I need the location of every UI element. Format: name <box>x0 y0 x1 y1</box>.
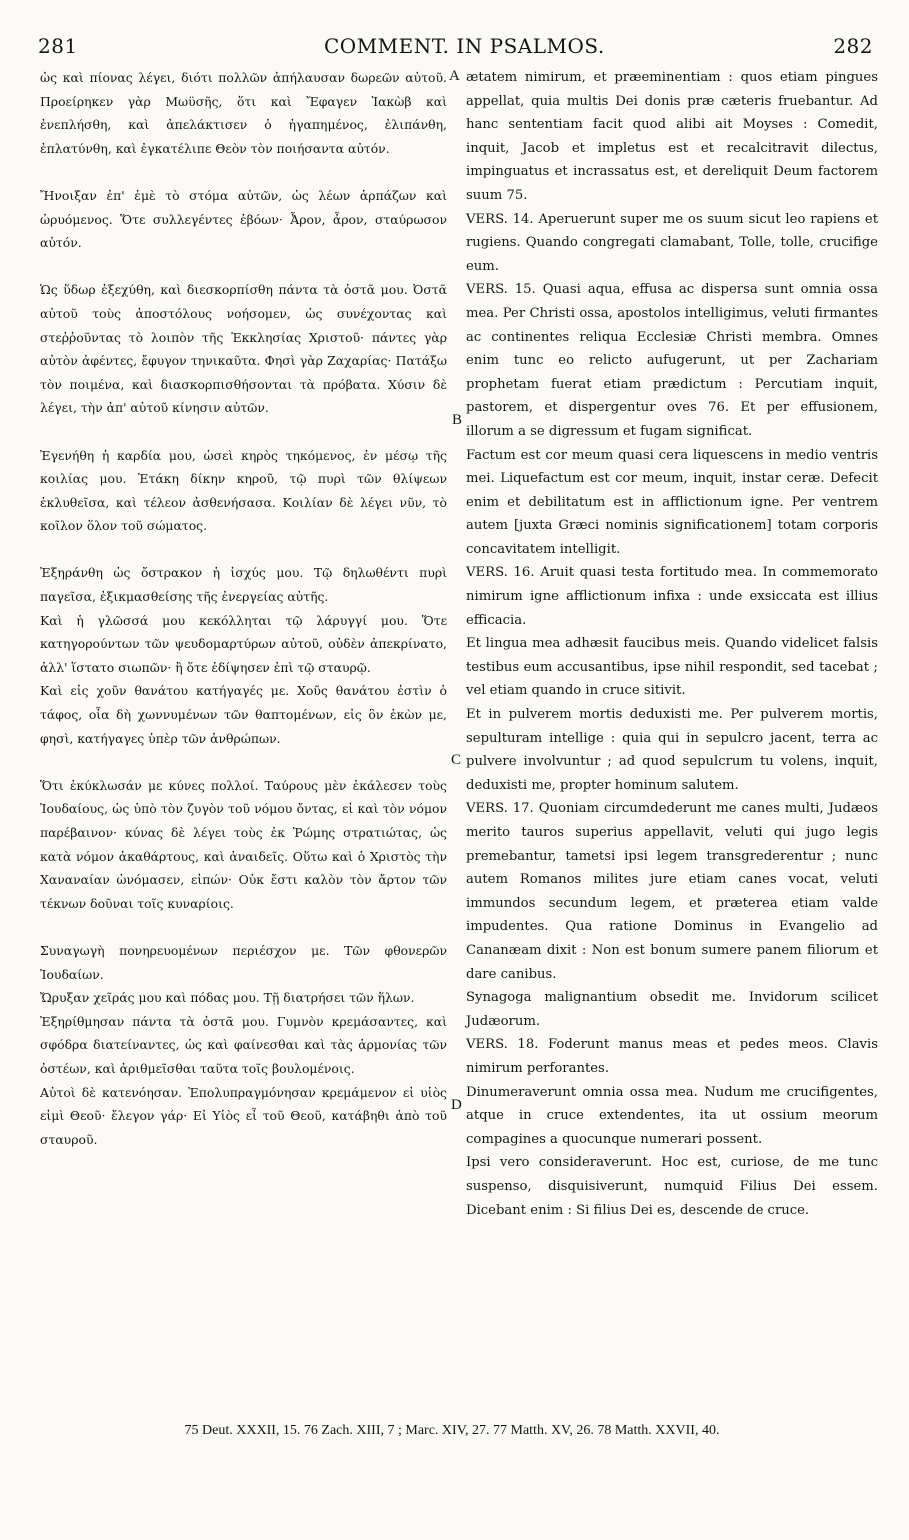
greek-paragraph: Ἤνοιξαν ἐπ' ἐμὲ τὸ στόμα αὐτῶν, ὡς λέων ἁρπάζων καὶ ὠρυόμενος. Ὅτε συλλεγέντες ἐβόων· Ἆρον, ἆρον, σταύρωσον αὐτόν. <box>40 187 447 251</box>
latin-paragraph: VERS. 17. Quoniam circumdederunt me canes multi, Judæos merito tauros superius appellavit, veluti qui jugo legis premebantur, tametsi ipsi legem transgrederentur ; nunc autem Romanos milites jure etiam canes vocat, veluti immundos secundum legem, et præterea etiam valde impudentes. Qua ratione Dominus in Evangelio ad Cananæam dixit : Non est bonum sumere panem filiorum et dare canibus. <box>466 801 878 982</box>
greek-paragraph: Ἐξηράνθη ὡς ὄστρακον ἡ ἰσχύς μου. Τῷ δηλωθέντι πυρὶ παγεῖσα, ἐξικμασθείσης τῆς ἐνεργείας αὐτῆς. <box>40 565 447 605</box>
greek-paragraph: Ἐξηρίθμησαν πάντα τὰ ὀστᾶ μου. Γυμνὸν κρεμάσαντες, καὶ σφόδρα διατείναντες, ὡς καὶ φαίνεσθαι καὶ τὰς ἁρμονίας τῶν ὀστέων, καὶ ἀριθμεῖσθαι ταῦτα τοῖς βουλομένοις. <box>40 1013 447 1076</box>
greek-paragraph: Ὡς ὕδωρ ἐξεχύθη, καὶ διεσκορπίσθη πάντα τὰ ὀστᾶ μου. Ὀστᾶ αὐτοῦ τοὺς ἀποστόλους νοήσομεν, ὡς συνέχοντας καὶ στεῤῥοῦντας τὸ λοιπὸν τῆς Ἐκκλησίας Χριστοῦ· πάντες γὰρ αὐτὸν ἀφέντες, ἔφυγον τηνικαῦτα. Φησὶ γὰρ Ζαχαρίας· Πατάξω τὸν ποιμένα, καὶ διασκορπισθήσονται τὰ πρόβατα. Χύσιν δὲ λέγει, τὴν ἀπ' αὐτοῦ κίνησιν αὐτῶν. <box>40 282 447 416</box>
running-title: COMMENT. IN PSALMOS. <box>324 34 605 58</box>
margin-letter-d: D <box>451 1097 462 1113</box>
footnotes: 75 Deut. XXXII, 15. 76 Zach. XIII, 7 ; Marc. XIV, 27. 77 Matth. XV, 26. 78 Matth. XXVII, 40. <box>184 1423 720 1438</box>
greek-paragraph: Αὐτοὶ δὲ κατενόησαν. Ἐπολυπραγμόνησαν κρεμάμενον εἰ υἱὸς εἰμὶ Θεοῦ· ἔλεγον γάρ· Εἰ Υἱὸς εἶ τοῦ Θεοῦ, κατάβηθι ἀπὸ τοῦ σταυροῦ. <box>40 1084 447 1147</box>
latin-paragraph: Synagoga malignantium obsedit me. Invidorum scilicet Judæorum. <box>466 990 878 1029</box>
greek-paragraph: Καὶ εἰς χοῦν θανάτου κατήγαγές με. Χοῦς θανάτου ἐστὶν ὁ τάφος, οἷα δὴ χωννυμένων τῶν θαπτομένων, εἰς ὃν ἑκὼν με, φησὶ, κατήγαγες ὑπὲρ τῶν ἀνθρώπων. <box>40 683 447 746</box>
page-number-left: 281 <box>38 34 78 58</box>
greek-column <box>40 66 447 1151</box>
latin-paragraph: Et lingua mea adhæsit faucibus meis. Quando videlicet falsis testibus eum accusantibus, ipse nihil respondit, sed tacebat ; vel etiam quando in cruce sitivit. <box>466 636 878 699</box>
page-number-right: 282 <box>833 34 873 58</box>
latin-paragraph: Ipsi vero consideraverunt. Hoc est, curiose, de me tunc suspenso, disquisiverunt, numquid Filius Dei essem. Dicebant enim : Si filius Dei es, descende de cruce. <box>466 1155 878 1218</box>
greek-paragraph: ὡς καὶ πίονας λέγει, διότι πολλῶν ἀπήλαυσαν δωρεῶν αὐτοῦ. Προείρηκεν γὰρ Μωϋσῆς, ὅτι καὶ Ἔφαγεν Ἰακὼβ καὶ ἐνεπλήσθη, καὶ ἀπελάκτισεν ὁ ἠγαπημένος, ἐλιπάνθη, ἐπλατύνθη, καὶ ἐγκατέλιπε Θεὸν τὸν ποιήσαντα αὐτόν. <box>40 70 447 156</box>
latin-paragraph: VERS. 18. Foderunt manus meas et pedes meos. Clavis nimirum perforantes. <box>466 1037 878 1076</box>
greek-paragraph: Ὤρυξαν χεῖράς μου καὶ πόδας μου. Τῇ διατρήσει τῶν ἥλων. <box>40 990 415 1006</box>
latin-paragraph: VERS. 14. Aperuerunt super me os suum sicut leo rapiens et rugiens. Quando congregati clamabant, Tolle, tolle, crucifige eum. <box>466 211 878 274</box>
greek-paragraph: Ἐγενήθη ἡ καρδία μου, ὡσεὶ κηρὸς τηκόμενος, ἐν μέσῳ τῆς κοιλίας μου. Ἐτάκη δίκην κηροῦ, τῷ πυρὶ τῶν θλίψεων ἐκλυθεῖσα, καὶ τέλεον ἀσθενήσασα. Κοιλίαν δὲ λέγει νῦν, τὸ κοῖλον ὅλον τοῦ σώματος. <box>40 447 447 534</box>
latin-column <box>466 66 878 1222</box>
margin-letter-b: B <box>452 412 463 428</box>
latin-paragraph: ætatem nimirum, et præeminentiam : quos etiam pingues appellat, quia multis Dei donis præ cæteris fruebantur. Ad hanc sententiam facit quod alibi ait Moyses : Comedit, inquit, Jacob et impletus est et recalcitravit dilectus, impinguatus et incrassatus est, et dereliquit Deum factorem suum 75. <box>466 70 878 203</box>
latin-paragraph: VERS. 15. Quasi aqua, effusa ac dispersa sunt omnia ossa mea. Per Christi ossa, apostolos intelligimus, veluti firmantes ac continentes reliqua Ecclesiæ Christi membra. Omnes enim tunc eo relicto aufugerunt, ut per Zachariam prophetam fuerat etiam prædictum : Percutiam inquit, pastorem, et dispergentur oves 76. Et per effusionem, illorum a se digressum et fugam significat. <box>466 282 878 439</box>
running-header <box>0 34 909 64</box>
latin-paragraph: Et in pulverem mortis deduxisti me. Per pulverem mortis, sepulturam intellige : quia qui in sepulcro jacent, terra ac pulvere involvuntur ; ad quod sepulcrum tu volens, inquit, deduxisti me, propter hominum salutem. <box>466 707 878 793</box>
greek-paragraph: Ὅτι ἐκύκλωσάν με κύνες πολλοί. Ταύρους μὲν ἐκάλεσεν τοὺς Ἰουδαίους, ὡς ὑπὸ τὸν ζυγὸν τοῦ νόμου ὄντας, εἰ καὶ τὸν νόμον παρέβαινον· κύνας δὲ λέγει τοὺς ἐκ Ῥώμης στρατιώτας, ὡς κατὰ νόμον ἀκαθάρτους, καὶ ἀναιδεῖς. Οὕτω καὶ ὁ Χριστὸς τὴν Χαναναίαν ὠνόμασεν, εἰπών· Οὐκ ἔστι καλὸν τὸν ἄρτον τῶν τέκνων δοῦναι τοῖς κυναρίοις. <box>40 777 447 911</box>
greek-paragraph: Συναγωγὴ πονηρευομένων περιέσχον με. Τῶν φθονερῶν Ἰουδαίων. <box>40 942 447 982</box>
latin-paragraph: VERS. 16. Aruit quasi testa fortitudo mea. In commemorato nimirum igne afflictionum infixa : unde exsiccata est illius efficacia. <box>466 565 878 628</box>
greek-paragraph: Καὶ ἡ γλῶσσά μου κεκόλληται τῷ λάρυγγί μου. Ὅτε κατηγορούντων τῶν ψευδομαρτύρων αὐτοῦ, οὐδὲν ἀπεκρίνατο, ἀλλ' ἵστατο σιωπῶν· ἢ ὅτε ἐδίψησεν ἐπὶ τῷ σταυρῷ. <box>40 612 447 675</box>
latin-paragraph: Dinumeraverunt omnia ossa mea. Nudum me crucifigentes, atque in cruce extendentes, ita ut ossium meorum compagines a quocunque numerari possent. <box>466 1084 878 1147</box>
margin-letter-a: A <box>449 68 460 84</box>
margin-letter-c: C <box>451 752 462 768</box>
latin-paragraph: Factum est cor meum quasi cera liquescens in medio ventris mei. Liquefactum est cor meum, inquit, instar ceræ. Defecit enim et debilitatum est in afflictionum igne. Per ventrem autem [juxta Græci nominis significationem] totam corporis concavitatem intelligit. <box>466 447 878 557</box>
